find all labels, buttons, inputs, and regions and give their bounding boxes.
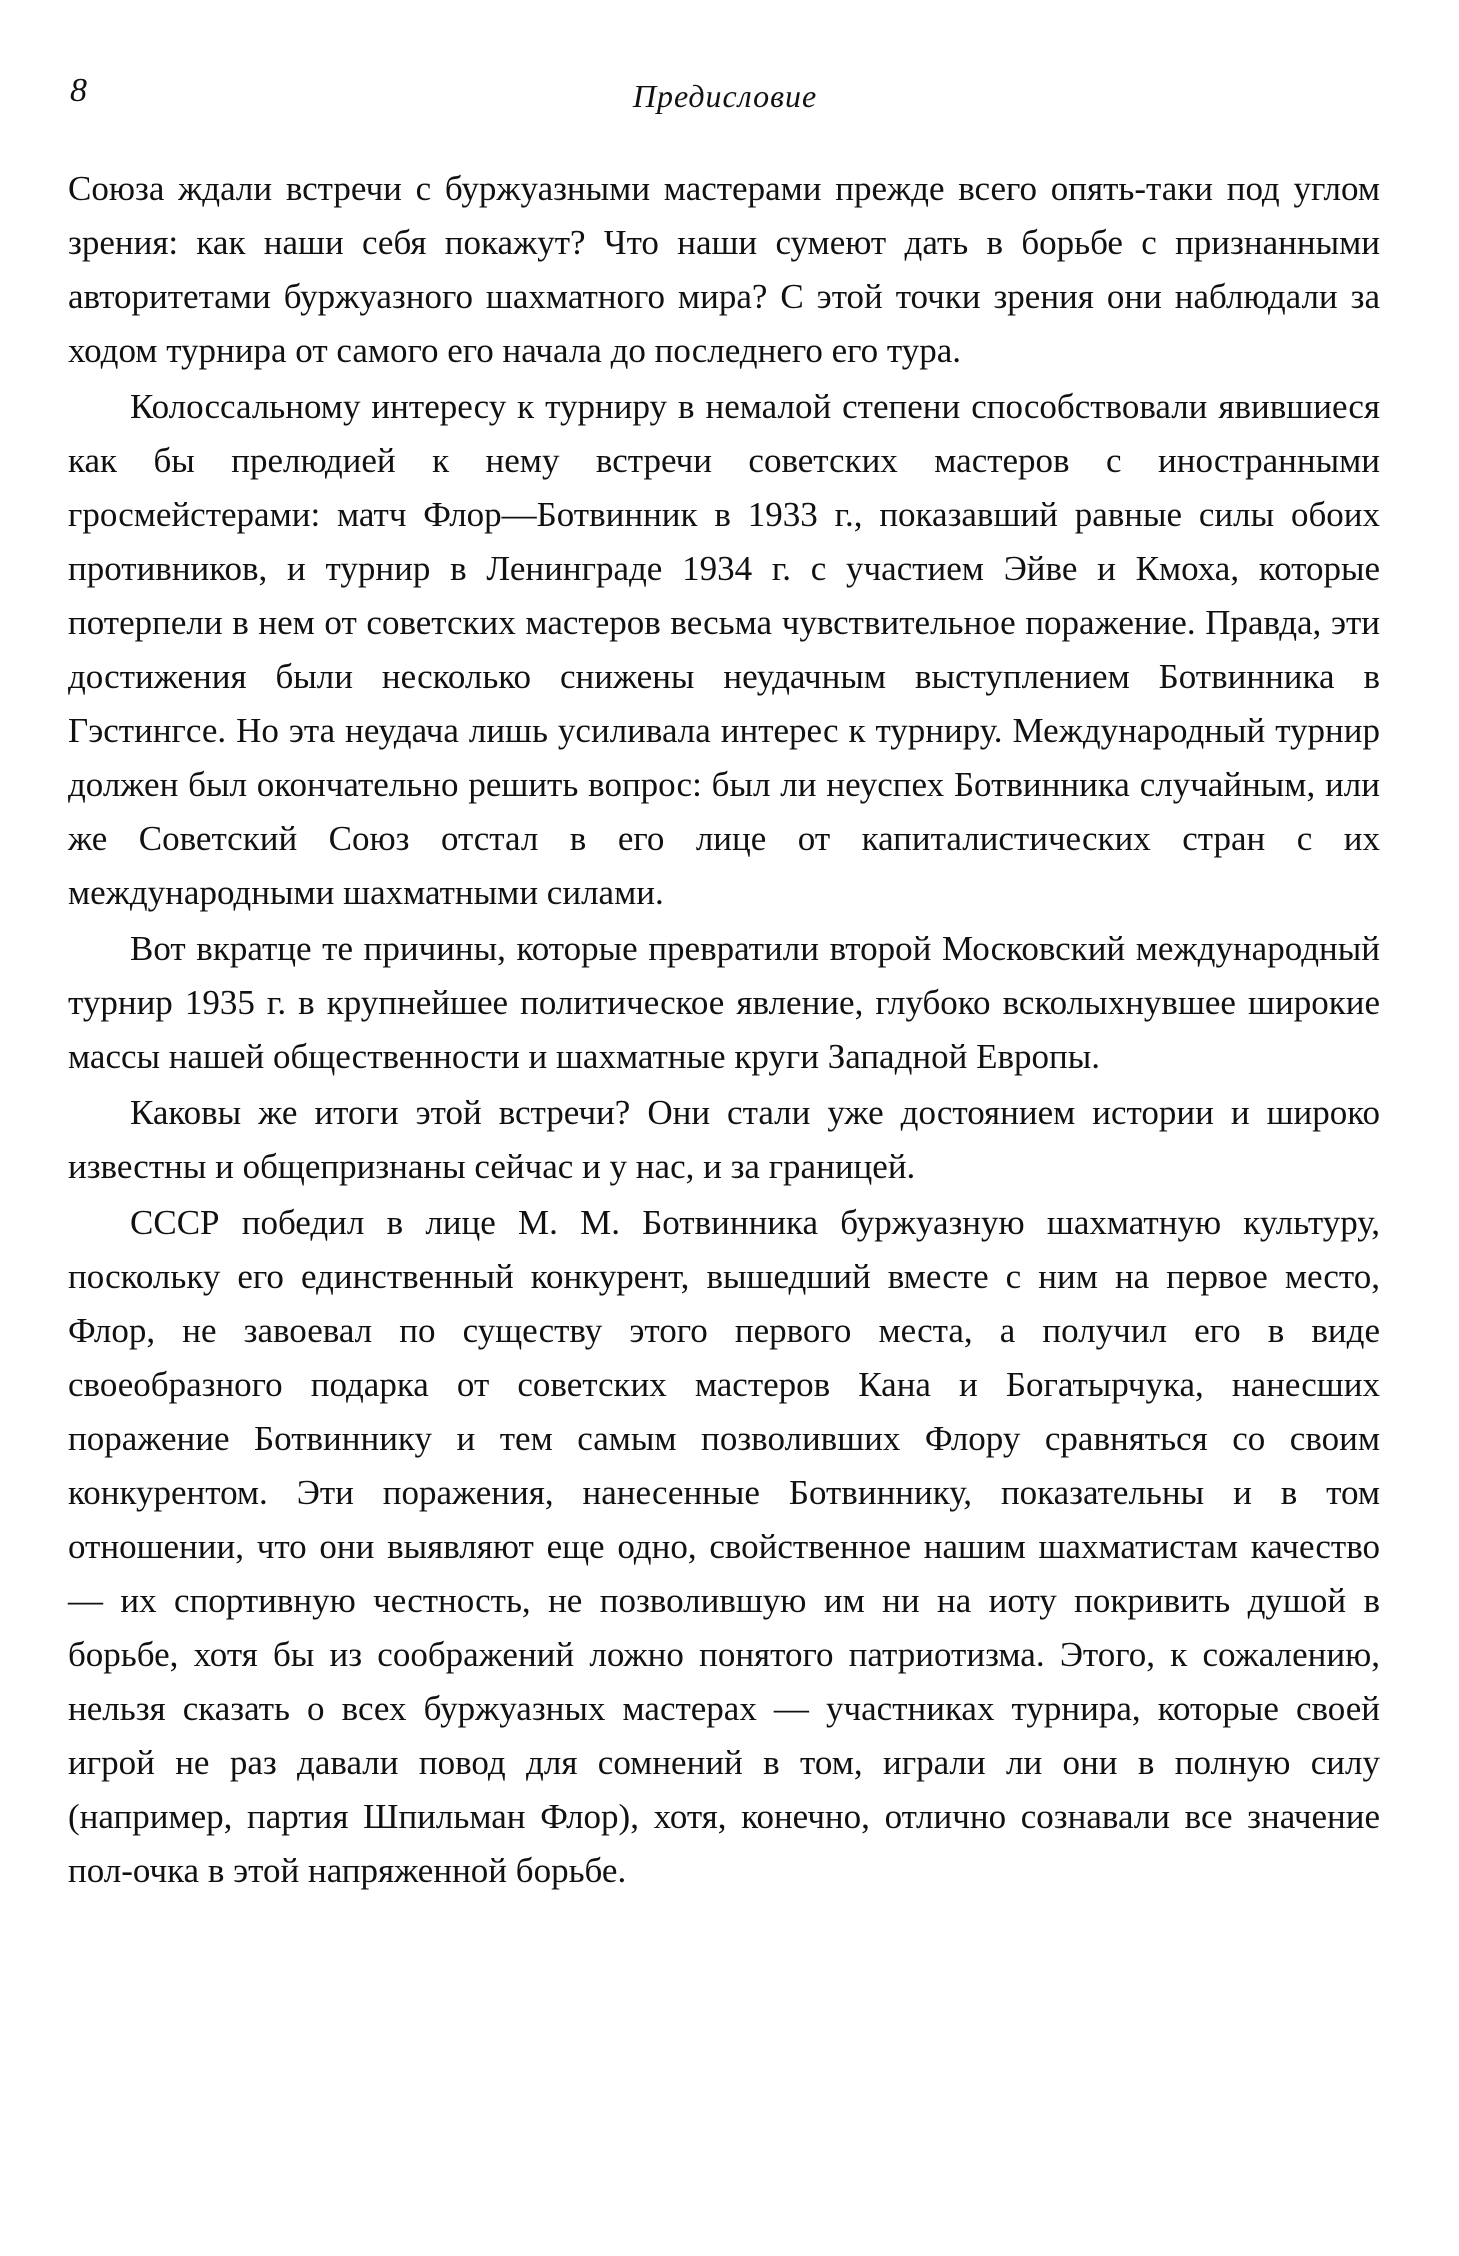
paragraph: Вот вкратце те причины, которые превратили второй Московский международный турнир 1935 г. в крупнейшее политическое явление, глубоко всколыхнувшее широкие массы нашей общественности и шахматные круги Западной Европы. [68,929,1380,1076]
paragraph-continued: Союза ждали встречи с буржуазными мастерами прежде всего опять-таки под углом зрения: как наши себя покажут? Что наши сумеют дать в борьбе с признанными авторитетами буржуазного шахматного мира? С этой точки зрения они наблюдали за ходом турнира от самого его начала до последнего его тура. [68,169,1380,370]
running-head [70,72,1380,122]
paragraph: Каковы же итоги этой встречи? Они стали уже достоянием истории и широко известны и общепризнаны сейчас и у нас, и за границей. [68,1093,1380,1186]
page-number: 8 [70,72,87,109]
paragraph: Колоссальному интересу к турниру в немалой степени способствовали явившиеся как бы прелюдией к нему встречи советских мастеров с иностранными гросмейстерами: матч Флор—Ботвинник в 1933 г., показавший равные силы обоих противников, и турнир в Ленинграде 1934 г. с участием Эйве и Кмоха, которые потерпели в нем от советских мастеров весьма чувствительное поражение. Правда, эти достижения были несколько снижены неудачным выступлением Ботвинника в Гэстингсе. Но эта неудача лишь усиливала интерес к турниру. Международный турнир должен был окончательно решить вопрос: был ли неуспех Ботвинника случайным, или же Советский Союз отстал в его лице от капиталистических стран с их международными шахматными силами. [68,387,1380,912]
body-text [68,162,1380,1898]
section-title: Предисловие [632,78,818,114]
paragraph: СССР победил в лице М. М. Ботвинника буржуазную шахматную культуру, поскольку его единственный конкурент, вышедший вместе с ним на первое место, Флор, не завоевал по существу этого первого места, а получил его в виде своеобразного подарка от советских мастеров Кана и Богатырчука, нанесших поражение Ботвиннику и тем самым позволивших Флору сравняться со своим конкурентом. Эти поражения, нанесенные Ботвиннику, показательны и в том отношении, что они выявляют еще одно, свойственное нашим шахматистам качество — их спортивную честность, не позволившую им ни на иоту покривить душой в борьбе, хотя бы из соображений ложно понятого патриотизма. Этого, к сожалению, нельзя сказать о всех буржуазных мастерах — участниках турнира, которые своей игрой не раз давали повод для сомнений в том, играли ли они в полную силу (например, партия Шпильман Флор), хотя, конечно, отлично сознавали все значение пол-очка в этой напряженной борьбе. [68,1203,1380,1890]
